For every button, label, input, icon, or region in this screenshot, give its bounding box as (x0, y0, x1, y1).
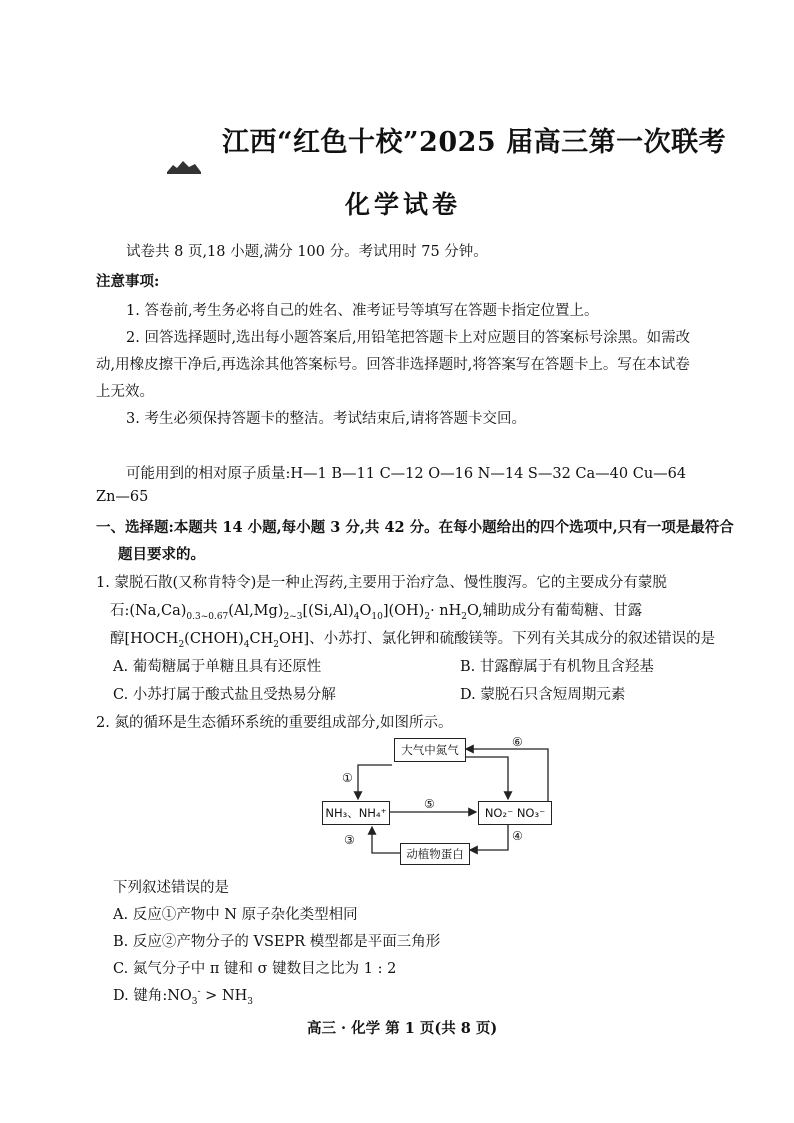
q1-stem-line-2: 石$:(Na,Ca)_{0.3\sim 0.67}(Al,Mg)_{2\sim 3}[(Si,Al)_4O_{10}](OH)_2\cdot nH_2O$,辅助成分有葡萄糖、甘露 (110, 603, 643, 622)
q1-option-b: B. 甘露醇属于有机物且含羟基 (460, 659, 654, 675)
box-nitrite-nitrate: NO₂⁻ NO₃⁻ (478, 801, 552, 825)
box-atmospheric-nitrogen: 大气中氮气 (394, 738, 466, 762)
box-plant-animal-protein: 动植物蛋白 (400, 843, 470, 865)
notice-heading: 注意事项: (96, 273, 160, 290)
section-1-heading-cont: 题目要求的。 (118, 546, 205, 563)
box-ammonia-ammonium: NH₃、NH₄⁺ (322, 801, 390, 825)
label-reaction-5: ⑤ (424, 797, 435, 811)
q2-option-a: A. 反应①产物中 N 原子杂化类型相同 (113, 907, 358, 923)
q1-stem-line-1: 1. 蒙脱石散(又称肯特令)是一种止泻药,主要用于治疗急、慢性腹泻。它的主要成分有蒙脱 (96, 575, 667, 591)
notice-item-2-line-3: 上无效。 (96, 384, 154, 400)
exam-subtitle: 化学试卷 (345, 190, 462, 219)
atomic-mass-line-2: Zn—65 (96, 489, 149, 505)
nitrogen-cycle-diagram (310, 735, 560, 870)
q2-lead: 下列叙述错误的是 (113, 880, 229, 896)
q2-option-b: B. 反应②产物分子的 VSEPR 模型都是平面三角形 (113, 934, 441, 950)
label-reaction-3: ③ (344, 833, 355, 847)
q2-option-d: D. 键角$:NO_3^- > NH_3$ (113, 987, 254, 1007)
label-reaction-6: ⑥ (512, 735, 523, 749)
exam-intro: 试卷共 8 页,18 小题,满分 100 分。考试用时 75 分钟。 (126, 244, 488, 260)
label-reaction-1: ① (342, 771, 353, 785)
q1-option-c: C. 小苏打属于酸式盐且受热易分解 (113, 687, 336, 703)
notice-item-1: 1. 答卷前,考生务必将自己的姓名、准考证号等填写在答题卡指定位置上。 (126, 303, 599, 319)
logo-mark-icon (165, 156, 203, 176)
atomic-mass-line-1: 可能用到的相对原子质量:H—1 B—11 C—12 O—16 N—14 S—32 Ca—40 Cu—64 (126, 466, 687, 482)
q1-stem-line-3: 醇$[HOCH_2(CHOH)_4CH_2OH]$、小苏打、氯化钾和硫酸镁等。下列有关其成分的叙述错误的是 (110, 631, 716, 650)
q2-stem: 2. 氮的循环是生态循环系统的重要组成部分,如图所示。 (96, 715, 453, 731)
q1-option-a: A. 葡萄糖属于单糖且具有还原性 (113, 659, 322, 675)
q1-option-d: D. 蒙脱石只含短周期元素 (460, 687, 626, 703)
page-footer: 高三 · 化学 第 1 页(共 8 页) (307, 1020, 498, 1037)
label-reaction-4: ④ (512, 829, 523, 843)
exam-title: 江西“红色十校”2025 届高三第一次联考 (222, 127, 727, 158)
notice-item-3: 3. 考生必须保持答题卡的整洁。考试结束后,请将答题卡交回。 (126, 411, 527, 427)
q2-option-c: C. 氮气分子中 π 键和 σ 键数目之比为 1 : 2 (113, 961, 397, 977)
notice-item-2-line-2: 动,用橡皮擦干净后,再选涂其他答案标号。回答非选择题时,将答案写在答题卡上。写在本试卷 (96, 357, 690, 373)
notice-item-2-line-1: 2. 回答选择题时,选出每小题答案后,用铅笔把答题卡上对应题目的答案标号涂黑。如需改 (126, 330, 691, 346)
section-1-heading: 一、选择题:本题共 14 小题,每小题 3 分,共 42 分。在每小题给出的四个选项中,只有一项是最符合 (96, 519, 734, 536)
